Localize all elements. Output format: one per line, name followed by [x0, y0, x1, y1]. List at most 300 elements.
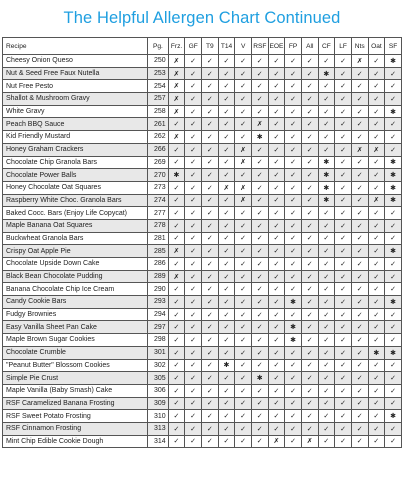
- allergen-mark: ✓: [301, 143, 318, 156]
- allergen-mark: ✓: [168, 118, 185, 131]
- allergen-mark: ✓: [285, 207, 302, 220]
- allergen-mark: ✓: [368, 296, 385, 309]
- allergen-mark: ✗: [351, 143, 368, 156]
- allergen-mark: ✓: [351, 156, 368, 169]
- allergen-mark: ✓: [335, 321, 352, 334]
- allergen-mark: ✓: [301, 169, 318, 182]
- page-number: 306: [148, 384, 169, 397]
- table-row: [3, 194, 402, 207]
- allergen-mark: ✓: [335, 308, 352, 321]
- allergen-mark: ✓: [202, 118, 219, 131]
- allergen-mark: ✓: [218, 258, 235, 271]
- allergen-mark: ✓: [301, 258, 318, 271]
- allergen-mark: ✓: [202, 334, 219, 347]
- allergen-mark: ✓: [285, 283, 302, 296]
- allergen-mark: ✓: [285, 359, 302, 372]
- allergen-mark: ✓: [185, 55, 202, 68]
- allergen-mark: ✓: [185, 131, 202, 144]
- allergen-mark: ✓: [268, 169, 285, 182]
- allergen-mark: ✓: [318, 397, 335, 410]
- allergen-mark: ✓: [385, 397, 402, 410]
- allergen-mark: ✓: [251, 359, 268, 372]
- allergen-table: [2, 37, 402, 448]
- allergen-mark: ✱: [385, 410, 402, 423]
- allergen-mark: ✓: [368, 105, 385, 118]
- allergen-mark: ✓: [268, 194, 285, 207]
- allergen-mark: ✓: [235, 346, 252, 359]
- allergen-mark: ✓: [335, 131, 352, 144]
- allergen-mark: ✓: [202, 219, 219, 232]
- allergen-mark: ✓: [335, 334, 352, 347]
- allergen-mark: ✗: [235, 156, 252, 169]
- table-row: [3, 422, 402, 435]
- page-number: 285: [148, 245, 169, 258]
- allergen-mark: ✓: [202, 372, 219, 385]
- allergen-mark: ✓: [301, 80, 318, 93]
- recipe-name: Peach BBQ Sauce: [3, 118, 148, 131]
- recipe-name: Honey Graham Crackers: [3, 143, 148, 156]
- allergen-mark: ✱: [385, 245, 402, 258]
- allergen-mark: ✗: [218, 181, 235, 194]
- allergen-mark: ✗: [235, 194, 252, 207]
- allergen-mark: ✓: [368, 321, 385, 334]
- allergen-mark: ✓: [351, 105, 368, 118]
- allergen-mark: ✓: [318, 283, 335, 296]
- allergen-mark: ✓: [301, 372, 318, 385]
- allergen-mark: ✗: [301, 435, 318, 448]
- allergen-mark: ✓: [301, 410, 318, 423]
- allergen-mark: ✱: [218, 359, 235, 372]
- allergen-mark: ✓: [385, 219, 402, 232]
- recipe-name: Easy Vanilla Sheet Pan Cake: [3, 321, 148, 334]
- table-row: [3, 232, 402, 245]
- allergen-mark: ✓: [385, 435, 402, 448]
- recipe-name: Cheesy Onion Queso: [3, 55, 148, 68]
- allergen-mark: ✓: [385, 80, 402, 93]
- column-header: All: [301, 38, 318, 55]
- allergen-mark: ✓: [185, 346, 202, 359]
- allergen-mark: ✓: [301, 156, 318, 169]
- allergen-mark: ✓: [318, 334, 335, 347]
- allergen-mark: ✓: [385, 93, 402, 106]
- allergen-mark: ✓: [318, 372, 335, 385]
- allergen-mark: ✓: [202, 410, 219, 423]
- allergen-mark: ✓: [251, 346, 268, 359]
- allergen-mark: ✓: [202, 156, 219, 169]
- allergen-mark: ✓: [301, 359, 318, 372]
- table-row: [3, 55, 402, 68]
- allergen-mark: ✓: [235, 283, 252, 296]
- allergen-mark: ✓: [202, 131, 219, 144]
- allergen-mark: ✓: [318, 232, 335, 245]
- allergen-mark: ✓: [318, 296, 335, 309]
- allergen-mark: ✓: [335, 118, 352, 131]
- allergen-mark: ✓: [202, 346, 219, 359]
- allergen-mark: ✓: [285, 270, 302, 283]
- allergen-mark: ✓: [218, 67, 235, 80]
- allergen-mark: ✓: [251, 232, 268, 245]
- page-number: 262: [148, 131, 169, 144]
- allergen-mark: ✓: [301, 93, 318, 106]
- column-header: T14: [218, 38, 235, 55]
- allergen-mark: ✓: [218, 169, 235, 182]
- allergen-mark: ✓: [268, 384, 285, 397]
- column-header: Pg.: [148, 38, 169, 55]
- allergen-mark: ✓: [235, 334, 252, 347]
- allergen-mark: ✓: [368, 435, 385, 448]
- allergen-mark: ✓: [235, 207, 252, 220]
- allergen-mark: ✓: [351, 410, 368, 423]
- allergen-mark: ✓: [351, 181, 368, 194]
- allergen-mark: ✓: [202, 270, 219, 283]
- table-row: [3, 435, 402, 448]
- allergen-mark: ✓: [168, 334, 185, 347]
- allergen-mark: ✓: [185, 219, 202, 232]
- allergen-mark: ✓: [318, 270, 335, 283]
- allergen-mark: ✓: [335, 143, 352, 156]
- allergen-mark: ✓: [368, 131, 385, 144]
- allergen-mark: ✓: [301, 384, 318, 397]
- allergen-mark: ✓: [185, 143, 202, 156]
- allergen-mark: ✓: [268, 296, 285, 309]
- allergen-mark: ✓: [235, 258, 252, 271]
- allergen-mark: ✓: [168, 194, 185, 207]
- allergen-mark: ✱: [251, 372, 268, 385]
- allergen-mark: ✓: [235, 270, 252, 283]
- allergen-mark: ✓: [385, 372, 402, 385]
- table-row: [3, 245, 402, 258]
- allergen-mark: ✓: [218, 283, 235, 296]
- allergen-mark: ✓: [251, 397, 268, 410]
- allergen-mark: ✓: [202, 321, 219, 334]
- allergen-mark: ✓: [318, 207, 335, 220]
- allergen-mark: ✓: [368, 283, 385, 296]
- page-number: 253: [148, 67, 169, 80]
- allergen-mark: ✓: [318, 93, 335, 106]
- allergen-mark: ✓: [251, 283, 268, 296]
- allergen-mark: ✓: [235, 80, 252, 93]
- allergen-mark: ✓: [385, 359, 402, 372]
- allergen-mark: ✓: [285, 372, 302, 385]
- allergen-mark: ✓: [285, 143, 302, 156]
- allergen-mark: ✱: [385, 55, 402, 68]
- allergen-mark: ✓: [202, 93, 219, 106]
- allergen-mark: ✓: [235, 296, 252, 309]
- allergen-mark: ✓: [318, 346, 335, 359]
- allergen-mark: ✓: [185, 93, 202, 106]
- allergen-mark: ✓: [351, 270, 368, 283]
- page-number: 294: [148, 308, 169, 321]
- allergen-mark: ✓: [368, 169, 385, 182]
- table-row: [3, 143, 402, 156]
- allergen-mark: ✗: [368, 194, 385, 207]
- allergen-mark: ✓: [268, 372, 285, 385]
- recipe-name: Raspberry White Choc. Granola Bars: [3, 194, 148, 207]
- allergen-mark: ✓: [285, 194, 302, 207]
- table-row: [3, 346, 402, 359]
- recipe-name: Baked Cocc. Bars (Enjoy Life Copycat): [3, 207, 148, 220]
- allergen-mark: ✱: [318, 156, 335, 169]
- allergen-mark: ✓: [168, 359, 185, 372]
- allergen-mark: ✓: [251, 384, 268, 397]
- allergen-mark: ✓: [168, 321, 185, 334]
- allergen-mark: ✓: [351, 194, 368, 207]
- allergen-mark: ✗: [235, 143, 252, 156]
- recipe-name: Black Bean Chocolate Pudding: [3, 270, 148, 283]
- allergen-mark: ✓: [268, 270, 285, 283]
- allergen-mark: ✓: [285, 118, 302, 131]
- allergen-mark: ✓: [202, 55, 219, 68]
- table-row: [3, 359, 402, 372]
- allergen-mark: ✓: [335, 169, 352, 182]
- allergen-mark: ✓: [185, 80, 202, 93]
- allergen-mark: ✓: [251, 181, 268, 194]
- allergen-mark: ✱: [385, 169, 402, 182]
- allergen-mark: ✓: [285, 346, 302, 359]
- allergen-mark: ✓: [335, 422, 352, 435]
- recipe-name: RSF Sweet Potato Frosting: [3, 410, 148, 423]
- allergen-mark: ✓: [168, 435, 185, 448]
- allergen-mark: ✓: [285, 80, 302, 93]
- allergen-mark: ✓: [185, 321, 202, 334]
- allergen-mark: ✓: [351, 258, 368, 271]
- allergen-mark: ✓: [168, 372, 185, 385]
- page-number: 289: [148, 270, 169, 283]
- allergen-mark: ✓: [268, 156, 285, 169]
- allergen-mark: ✓: [335, 296, 352, 309]
- page-number: 293: [148, 296, 169, 309]
- allergen-mark: ✓: [168, 384, 185, 397]
- page-number: 286: [148, 258, 169, 271]
- allergen-mark: ✓: [335, 245, 352, 258]
- allergen-mark: ✓: [335, 93, 352, 106]
- table-row: [3, 169, 402, 182]
- allergen-mark: ✓: [385, 283, 402, 296]
- page-number: 261: [148, 118, 169, 131]
- recipe-name: Chocolate Power Balls: [3, 169, 148, 182]
- allergen-mark: ✗: [168, 245, 185, 258]
- allergen-mark: ✓: [218, 296, 235, 309]
- allergen-mark: ✓: [318, 422, 335, 435]
- recipe-name: Candy Cookie Bars: [3, 296, 148, 309]
- allergen-mark: ✓: [318, 219, 335, 232]
- allergen-mark: ✓: [251, 55, 268, 68]
- allergen-mark: ✓: [285, 169, 302, 182]
- allergen-mark: ✓: [235, 435, 252, 448]
- allergen-mark: ✓: [368, 93, 385, 106]
- allergen-mark: ✓: [301, 131, 318, 144]
- allergen-mark: ✓: [251, 435, 268, 448]
- allergen-mark: ✓: [185, 232, 202, 245]
- column-header: Oat: [368, 38, 385, 55]
- recipe-name: Maple Brown Sugar Cookies: [3, 334, 148, 347]
- allergen-mark: ✓: [285, 156, 302, 169]
- allergen-mark: ✓: [218, 245, 235, 258]
- allergen-mark: ✓: [268, 359, 285, 372]
- allergen-mark: ✗: [168, 80, 185, 93]
- recipe-name: RSF Cinnamon Frosting: [3, 422, 148, 435]
- allergen-mark: ✓: [285, 384, 302, 397]
- allergen-mark: ✓: [185, 359, 202, 372]
- table-row: [3, 67, 402, 80]
- allergen-mark: ✓: [385, 67, 402, 80]
- allergen-mark: ✓: [318, 143, 335, 156]
- allergen-mark: ✓: [202, 296, 219, 309]
- table-row: [3, 219, 402, 232]
- allergen-mark: ✓: [335, 219, 352, 232]
- allergen-mark: ✓: [235, 105, 252, 118]
- allergen-mark: ✓: [351, 245, 368, 258]
- recipe-name: Honey Chocolate Oat Squares: [3, 181, 148, 194]
- page-number: 270: [148, 169, 169, 182]
- allergen-mark: ✓: [335, 80, 352, 93]
- allergen-mark: ✓: [202, 435, 219, 448]
- allergen-mark: ✓: [235, 93, 252, 106]
- allergen-mark: ✱: [385, 194, 402, 207]
- allergen-mark: ✗: [251, 118, 268, 131]
- allergen-mark: ✱: [285, 334, 302, 347]
- page-number: 250: [148, 55, 169, 68]
- allergen-mark: ✓: [268, 346, 285, 359]
- allergen-mark: ✓: [235, 372, 252, 385]
- allergen-mark: ✓: [385, 232, 402, 245]
- allergen-mark: ✓: [218, 207, 235, 220]
- column-header: GF: [185, 38, 202, 55]
- allergen-mark: ✓: [301, 334, 318, 347]
- allergen-mark: ✓: [301, 219, 318, 232]
- allergen-mark: ✱: [318, 194, 335, 207]
- allergen-mark: ✓: [268, 143, 285, 156]
- page-number: 314: [148, 435, 169, 448]
- table-row: [3, 156, 402, 169]
- allergen-mark: ✓: [235, 384, 252, 397]
- allergen-mark: ✓: [301, 207, 318, 220]
- allergen-mark: ✓: [318, 131, 335, 144]
- allergen-mark: ✗: [168, 55, 185, 68]
- allergen-mark: ✓: [335, 397, 352, 410]
- allergen-mark: ✓: [385, 270, 402, 283]
- allergen-mark: ✓: [368, 67, 385, 80]
- recipe-name: Kid Friendly Mustard: [3, 131, 148, 144]
- allergen-mark: ✓: [301, 397, 318, 410]
- allergen-mark: ✓: [351, 422, 368, 435]
- allergen-mark: ✓: [202, 245, 219, 258]
- allergen-mark: ✓: [351, 334, 368, 347]
- allergen-mark: ✓: [368, 118, 385, 131]
- allergen-mark: ✓: [351, 359, 368, 372]
- allergen-mark: ✓: [202, 283, 219, 296]
- allergen-mark: ✓: [385, 143, 402, 156]
- allergen-mark: ✓: [301, 422, 318, 435]
- allergen-mark: ✓: [185, 410, 202, 423]
- allergen-mark: ✓: [202, 169, 219, 182]
- allergen-mark: ✓: [218, 156, 235, 169]
- allergen-mark: ✓: [268, 283, 285, 296]
- allergen-mark: ✓: [268, 55, 285, 68]
- allergen-mark: ✓: [235, 321, 252, 334]
- table-row: [3, 207, 402, 220]
- allergen-mark: ✓: [335, 346, 352, 359]
- allergen-mark: ✓: [251, 93, 268, 106]
- allergen-mark: ✓: [218, 118, 235, 131]
- allergen-mark: ✓: [202, 258, 219, 271]
- allergen-mark: ✓: [268, 219, 285, 232]
- allergen-mark: ✗: [351, 55, 368, 68]
- allergen-mark: ✓: [368, 156, 385, 169]
- allergen-mark: ✓: [351, 219, 368, 232]
- allergen-mark: ✓: [301, 67, 318, 80]
- allergen-mark: ✓: [368, 258, 385, 271]
- allergen-mark: ✓: [335, 156, 352, 169]
- allergen-mark: ✓: [168, 232, 185, 245]
- allergen-mark: ✓: [285, 410, 302, 423]
- allergen-mark: ✓: [168, 219, 185, 232]
- allergen-mark: ✓: [335, 270, 352, 283]
- page-number: 274: [148, 194, 169, 207]
- allergen-mark: ✓: [285, 258, 302, 271]
- allergen-mark: ✓: [251, 156, 268, 169]
- page-number: 310: [148, 410, 169, 423]
- allergen-mark: ✓: [351, 384, 368, 397]
- allergen-mark: ✓: [301, 118, 318, 131]
- allergen-mark: ✓: [168, 156, 185, 169]
- allergen-mark: ✓: [218, 410, 235, 423]
- allergen-mark: ✓: [335, 258, 352, 271]
- allergen-mark: ✓: [285, 232, 302, 245]
- allergen-mark: ✓: [318, 80, 335, 93]
- recipe-name: Chocolate Chip Granola Bars: [3, 156, 148, 169]
- allergen-mark: ✓: [351, 169, 368, 182]
- allergen-mark: ✓: [251, 258, 268, 271]
- allergen-mark: ✓: [351, 232, 368, 245]
- allergen-mark: ✓: [251, 207, 268, 220]
- allergen-mark: ✓: [301, 232, 318, 245]
- recipe-name: White Gravy: [3, 105, 148, 118]
- allergen-mark: ✓: [218, 346, 235, 359]
- allergen-mark: ✓: [185, 372, 202, 385]
- page-number: 273: [148, 181, 169, 194]
- recipe-name: Nut Free Pesto: [3, 80, 148, 93]
- allergen-mark: ✓: [251, 80, 268, 93]
- allergen-mark: ✓: [251, 143, 268, 156]
- allergen-mark: ✓: [235, 169, 252, 182]
- allergen-mark: ✓: [368, 359, 385, 372]
- allergen-mark: ✓: [335, 67, 352, 80]
- allergen-mark: ✓: [185, 308, 202, 321]
- allergen-mark: ✓: [218, 321, 235, 334]
- allergen-mark: ✓: [268, 232, 285, 245]
- allergen-mark: ✓: [351, 308, 368, 321]
- allergen-mark: ✓: [368, 232, 385, 245]
- allergen-mark: ✓: [251, 270, 268, 283]
- allergen-mark: ✓: [301, 321, 318, 334]
- table-row: [3, 372, 402, 385]
- allergen-mark: ✗: [168, 131, 185, 144]
- column-header: FP: [285, 38, 302, 55]
- allergen-mark: ✓: [335, 232, 352, 245]
- allergen-mark: ✓: [185, 156, 202, 169]
- allergen-mark: ✓: [351, 67, 368, 80]
- allergen-mark: ✓: [218, 80, 235, 93]
- allergen-mark: ✓: [218, 194, 235, 207]
- allergen-mark: ✓: [251, 169, 268, 182]
- allergen-mark: ✓: [268, 334, 285, 347]
- allergen-mark: ✓: [185, 422, 202, 435]
- table-row: [3, 321, 402, 334]
- allergen-mark: ✓: [385, 131, 402, 144]
- table-row: [3, 296, 402, 309]
- allergen-mark: ✱: [168, 169, 185, 182]
